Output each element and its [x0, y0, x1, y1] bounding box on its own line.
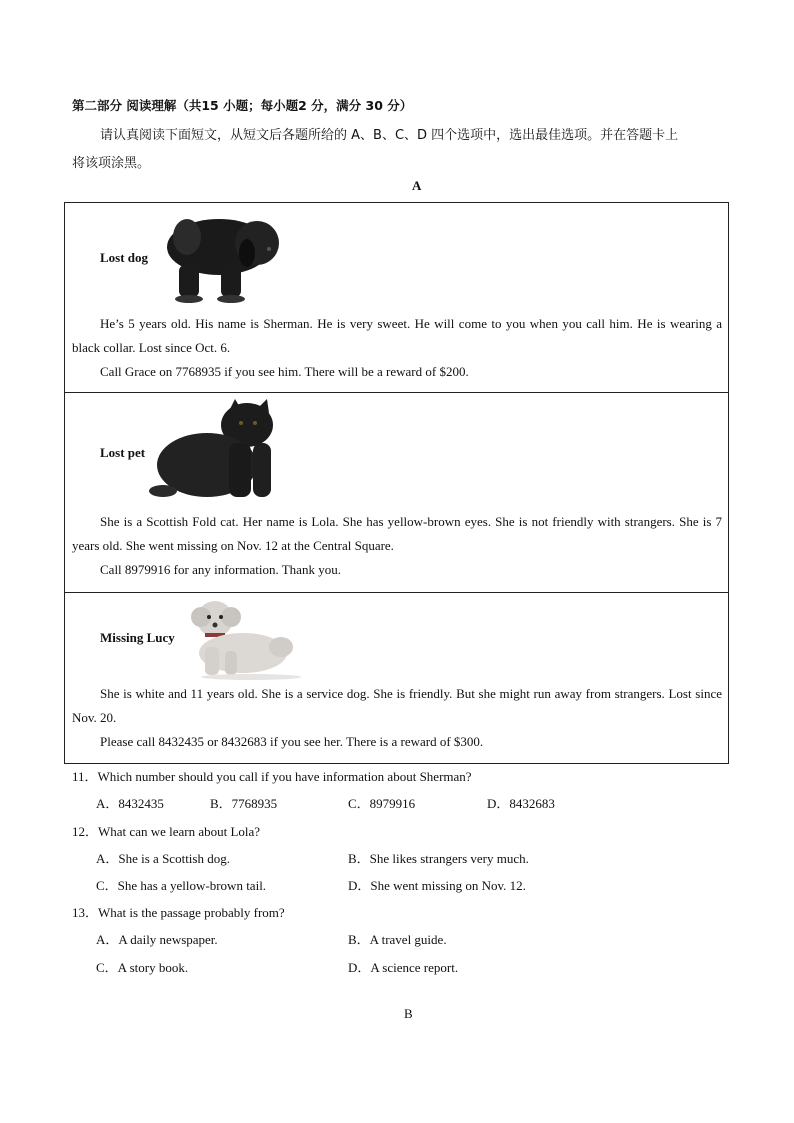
black-puppy-image: [149, 209, 285, 305]
ad-lost-pet: [64, 392, 729, 593]
option-12-a[interactable]: A．She is a Scottish dog.: [96, 851, 230, 866]
option-13-c[interactable]: C．A story book.: [96, 960, 189, 975]
ad-title: Lost pet: [100, 445, 146, 460]
option-13-b[interactable]: B．A travel guide.: [348, 932, 447, 947]
question-number: 13．: [72, 905, 99, 920]
question-text: What is the passage probably from?: [98, 905, 285, 920]
instruction-line-1: 请认真阅读下面短文，从短文后各题所给的 A、B、C、D 四个选项中，选出最佳选项。并在答题卡上: [100, 128, 679, 143]
question-11: [72, 766, 472, 785]
white-poodle-image: [181, 597, 315, 681]
ad-description: She is white and 11 years old. She is a service dog. She is friendly. But she might run away from strangers. Lost since Nov. 20.: [72, 686, 722, 725]
ad-contact: Please call 8432435 or 8432683 if you see her. There is a reward of $300.: [100, 734, 484, 749]
option-11-a[interactable]: A．8432435: [96, 796, 164, 811]
ad-title: Lost dog: [100, 250, 149, 265]
option-11-d[interactable]: D．8432683: [487, 796, 555, 811]
passage-b-letter: B: [404, 1006, 413, 1021]
ad-missing-lucy: [64, 592, 729, 764]
ad-description: She is a Scottish Fold cat. Her name is Lola. She has yellow-brown eyes. She is not friendly with strangers. She is 7 years old. She went missing on Nov. 12 at the Central Square.: [72, 514, 722, 553]
question-13: [72, 902, 285, 921]
question-text: What can we learn about Lola?: [98, 824, 261, 839]
instruction-line-2: 将该项涂黑。: [72, 156, 151, 171]
option-13-a[interactable]: A．A daily newspaper.: [96, 932, 218, 947]
option-12-c[interactable]: C．She has a yellow-brown tail.: [96, 878, 267, 893]
option-12-b[interactable]: B．She likes strangers very much.: [348, 851, 529, 866]
question-number: 12．: [72, 824, 99, 839]
ad-description: He’s 5 years old. His name is Sherman. He is very sweet. He will come to you when you call him. He is wearing a black collar. Lost since Oct. 6.: [72, 316, 722, 355]
option-11-b[interactable]: B．7768935: [210, 796, 278, 811]
question-12: [72, 821, 260, 840]
question-text: Which number should you call if you have information about Sherman?: [97, 769, 472, 784]
sitting-black-cat-image: [149, 399, 285, 503]
question-number: 11．: [72, 769, 98, 784]
option-11-c[interactable]: C．8979916: [348, 796, 416, 811]
option-12-d[interactable]: D．She went missing on Nov. 12.: [348, 878, 526, 893]
ad-contact: Call Grace on 7768935 if you see him. There will be a reward of $200.: [100, 364, 469, 379]
ad-title: Missing Lucy: [100, 630, 175, 645]
ad-contact: Call 8979916 for any information. Thank you.: [100, 562, 341, 577]
option-13-d[interactable]: D．A science report.: [348, 960, 459, 975]
passage-a-letter: A: [412, 178, 422, 193]
ad-lost-dog: [64, 202, 729, 393]
section-title: 第二部分 阅读理解（共15 小题；每小题2 分，满分 30 分）: [72, 98, 413, 113]
